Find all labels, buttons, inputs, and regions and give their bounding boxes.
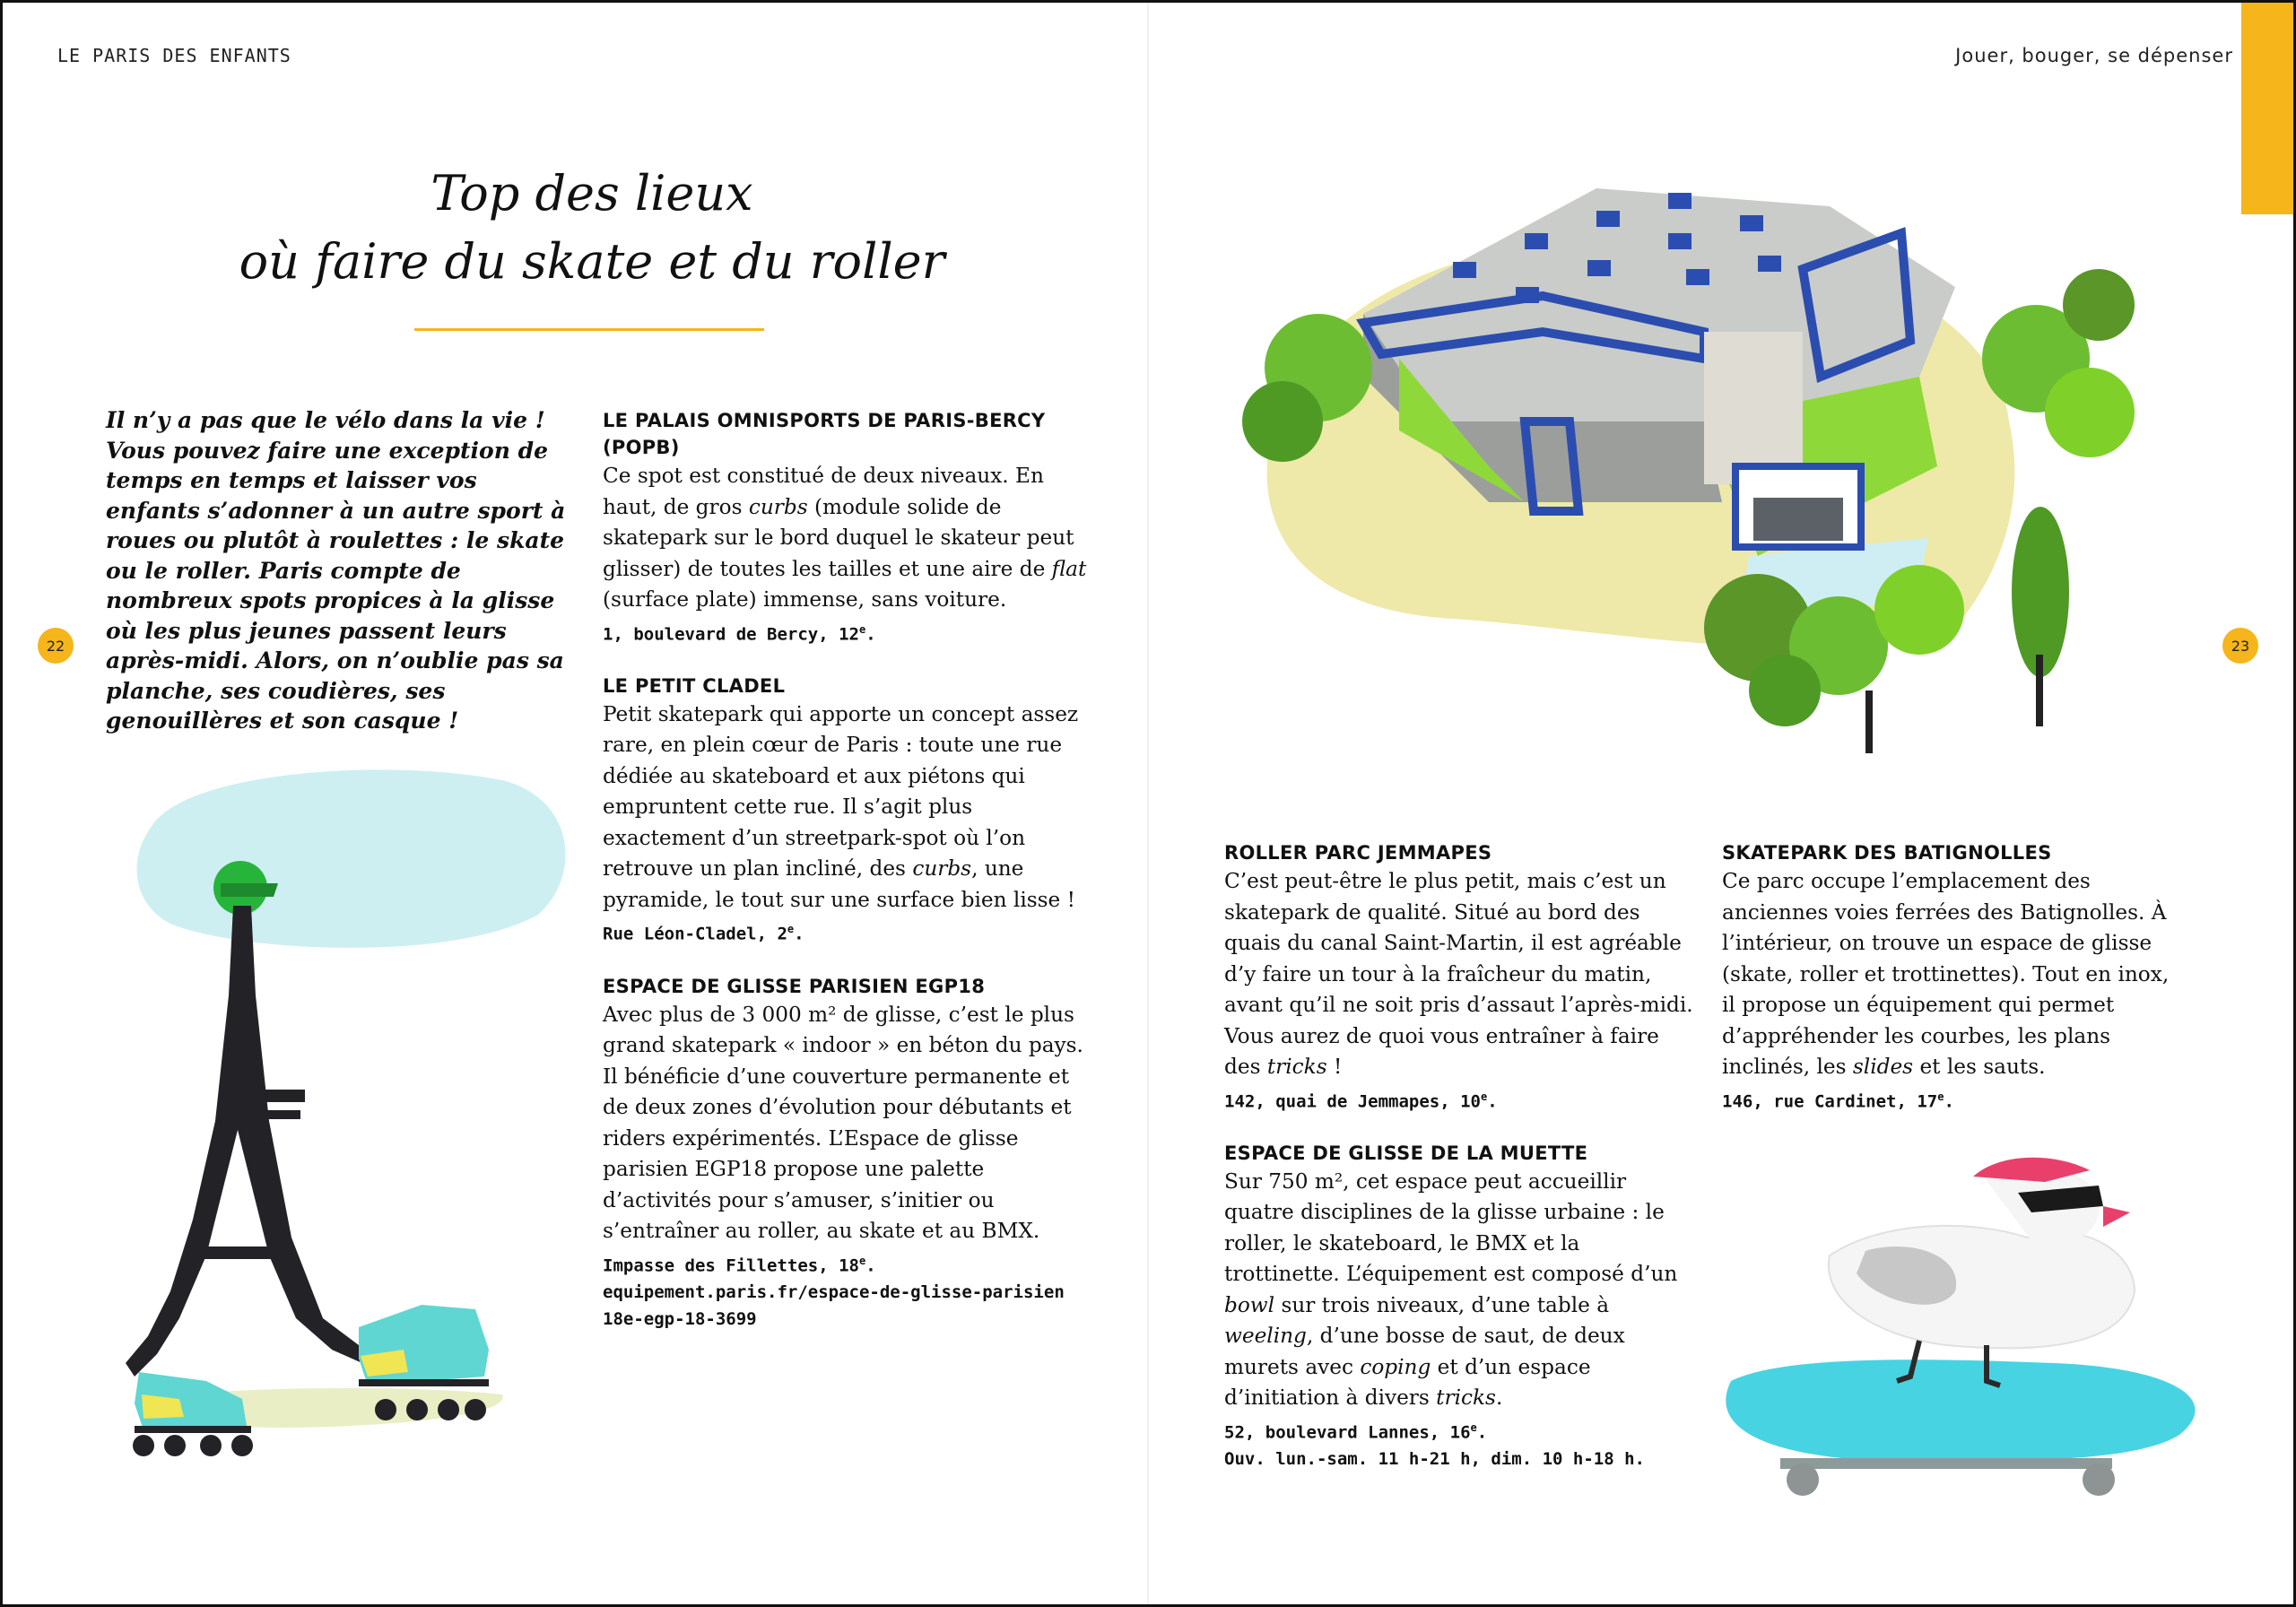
entry-title: ESPACE DE GLISSE DE LA MUETTE [1224, 1142, 1588, 1164]
entry-title: ESPACE DE GLISSE PARISIEN EGP18 [603, 975, 986, 997]
entry-address: 1, boulevard de Bercy, 12e. [603, 622, 876, 644]
beak-icon [2103, 1206, 2130, 1227]
entry-address: 142, quai de Jemmapes, 10e. [1224, 1090, 1498, 1111]
entry-body: Petit skatepark qui apporte un concept assez rare, en plein cœur de Paris : toute une rue dédiée au skateboard et aux piétons qui empruntent cette rue. Il s’agit plus exactement d’un streetpark-spot où l’on retrouve un plan incliné, des curbs, une pyramide, le tout sur une surface bien lisse ! [603, 701, 1079, 912]
skateboard-deck [1726, 1359, 2195, 1462]
entry-body: Sur 750 m², cet espace peut accueillir quatre disciplines de la glisse urbaine : le roller, le skateboard, le BMX et la trottinette. L’équipement est composé d’un bowl sur trois niveaux, d’une table à weeling, d’une bosse de saut, de deux murets avec coping et d’un espace d’initiation à divers tricks. [1224, 1168, 1678, 1411]
entry-body: C’est peut-être le plus petit, mais c’est un skatepark de qualité. Situé au bord des quais du canal Saint-Martin, il est agréable d’y faire un tour à la fraîcheur du matin, avant qu’il ne soit pris d’assaut l’après-midi. Vous aurez de quoi vous entraîner à faire des tricks ! [1224, 869, 1693, 1079]
page-number-right: 23 [2222, 628, 2258, 664]
entry-title: SKATEPARK DES BATIGNOLLES [1722, 842, 2052, 864]
entry-address: Impasse des Fillettes, 18e. [603, 1254, 876, 1275]
intro-paragraph: Il n’y a pas que le vélo dans la vie ! Vous pouvez faire une exception de temps en temps et laisser vos enfants s’adonner à un autre sport à roues ou plutôt à roulettes : le skate ou le roller. Paris compte de nombreux spots propices à la glisse où les plus jeunes passent leurs après-midi. Alors, on n’oublie pas sa planche, ses coudières, ses genouillères et son casque ! [106, 407, 566, 734]
entry-address: Rue Léon-Cladel, 2e. [603, 923, 804, 944]
entry-body: Avec plus de 3 000 m² de glisse, c’est le plus grand skatepark « indoor » en béton du pays. Il bénéficie d’une couverture permanente et de deux zones d’évolution pour débutants et riders expérimentés. L’Espace de glisse parisien EGP18 propose une palette d’activités pour s’amuser, s’initier ou s’entraîner au roller, au skate et au BMX. [603, 1002, 1083, 1244]
title-line-2: où faire du skate et du roller [239, 233, 945, 290]
entry-body: Ce spot est constitué de deux niveaux. En haut, de gros curbs (module solide de skatepark sur le bord duquel le skateur peut glisser) de toutes les tailles et une aire de flat (surface plate) immense, sans voiture. [603, 464, 1087, 612]
wheel-icon [1787, 1464, 1819, 1496]
entry-website[interactable]: equipement.paris.fr/espace-de-glisse-parisien 18e-egp-18-3699 [603, 1281, 1065, 1329]
title-line-1: Top des lieux [430, 165, 753, 222]
entry-hours: Ouv. lun.-sam. 11 h-21 h, dim. 10 h-18 h. [1224, 1449, 1645, 1470]
entry-title: ROLLER PARC JEMMAPES [1224, 842, 1492, 864]
page-number-left: 22 [38, 628, 74, 664]
entry-address: 146, rue Cardinet, 17e. [1722, 1090, 1954, 1111]
running-head-right: Jouer, bouger, se dépenser [1955, 45, 2233, 66]
running-head-left: LE PARIS DES ENFANTS [57, 45, 291, 66]
entry-title: LE PETIT CLADEL [603, 674, 786, 697]
entry-body: Ce parc occupe l’emplacement des anciennes voies ferrées des Batignolles. À l’intérieur, on trouve un espace de glisse (skate, roller et trottinettes). Tout en inox, il propose un équipement qui permet d’appréhender les courbes, les plans inclinés, les slides et les sauts. [1722, 869, 2170, 1079]
entry-title: LE PALAIS OMNISPORTS DE PARIS-BERCY (POPB) [603, 410, 1046, 458]
entry-address: 52, boulevard Lannes, 16e. [1224, 1420, 1488, 1443]
